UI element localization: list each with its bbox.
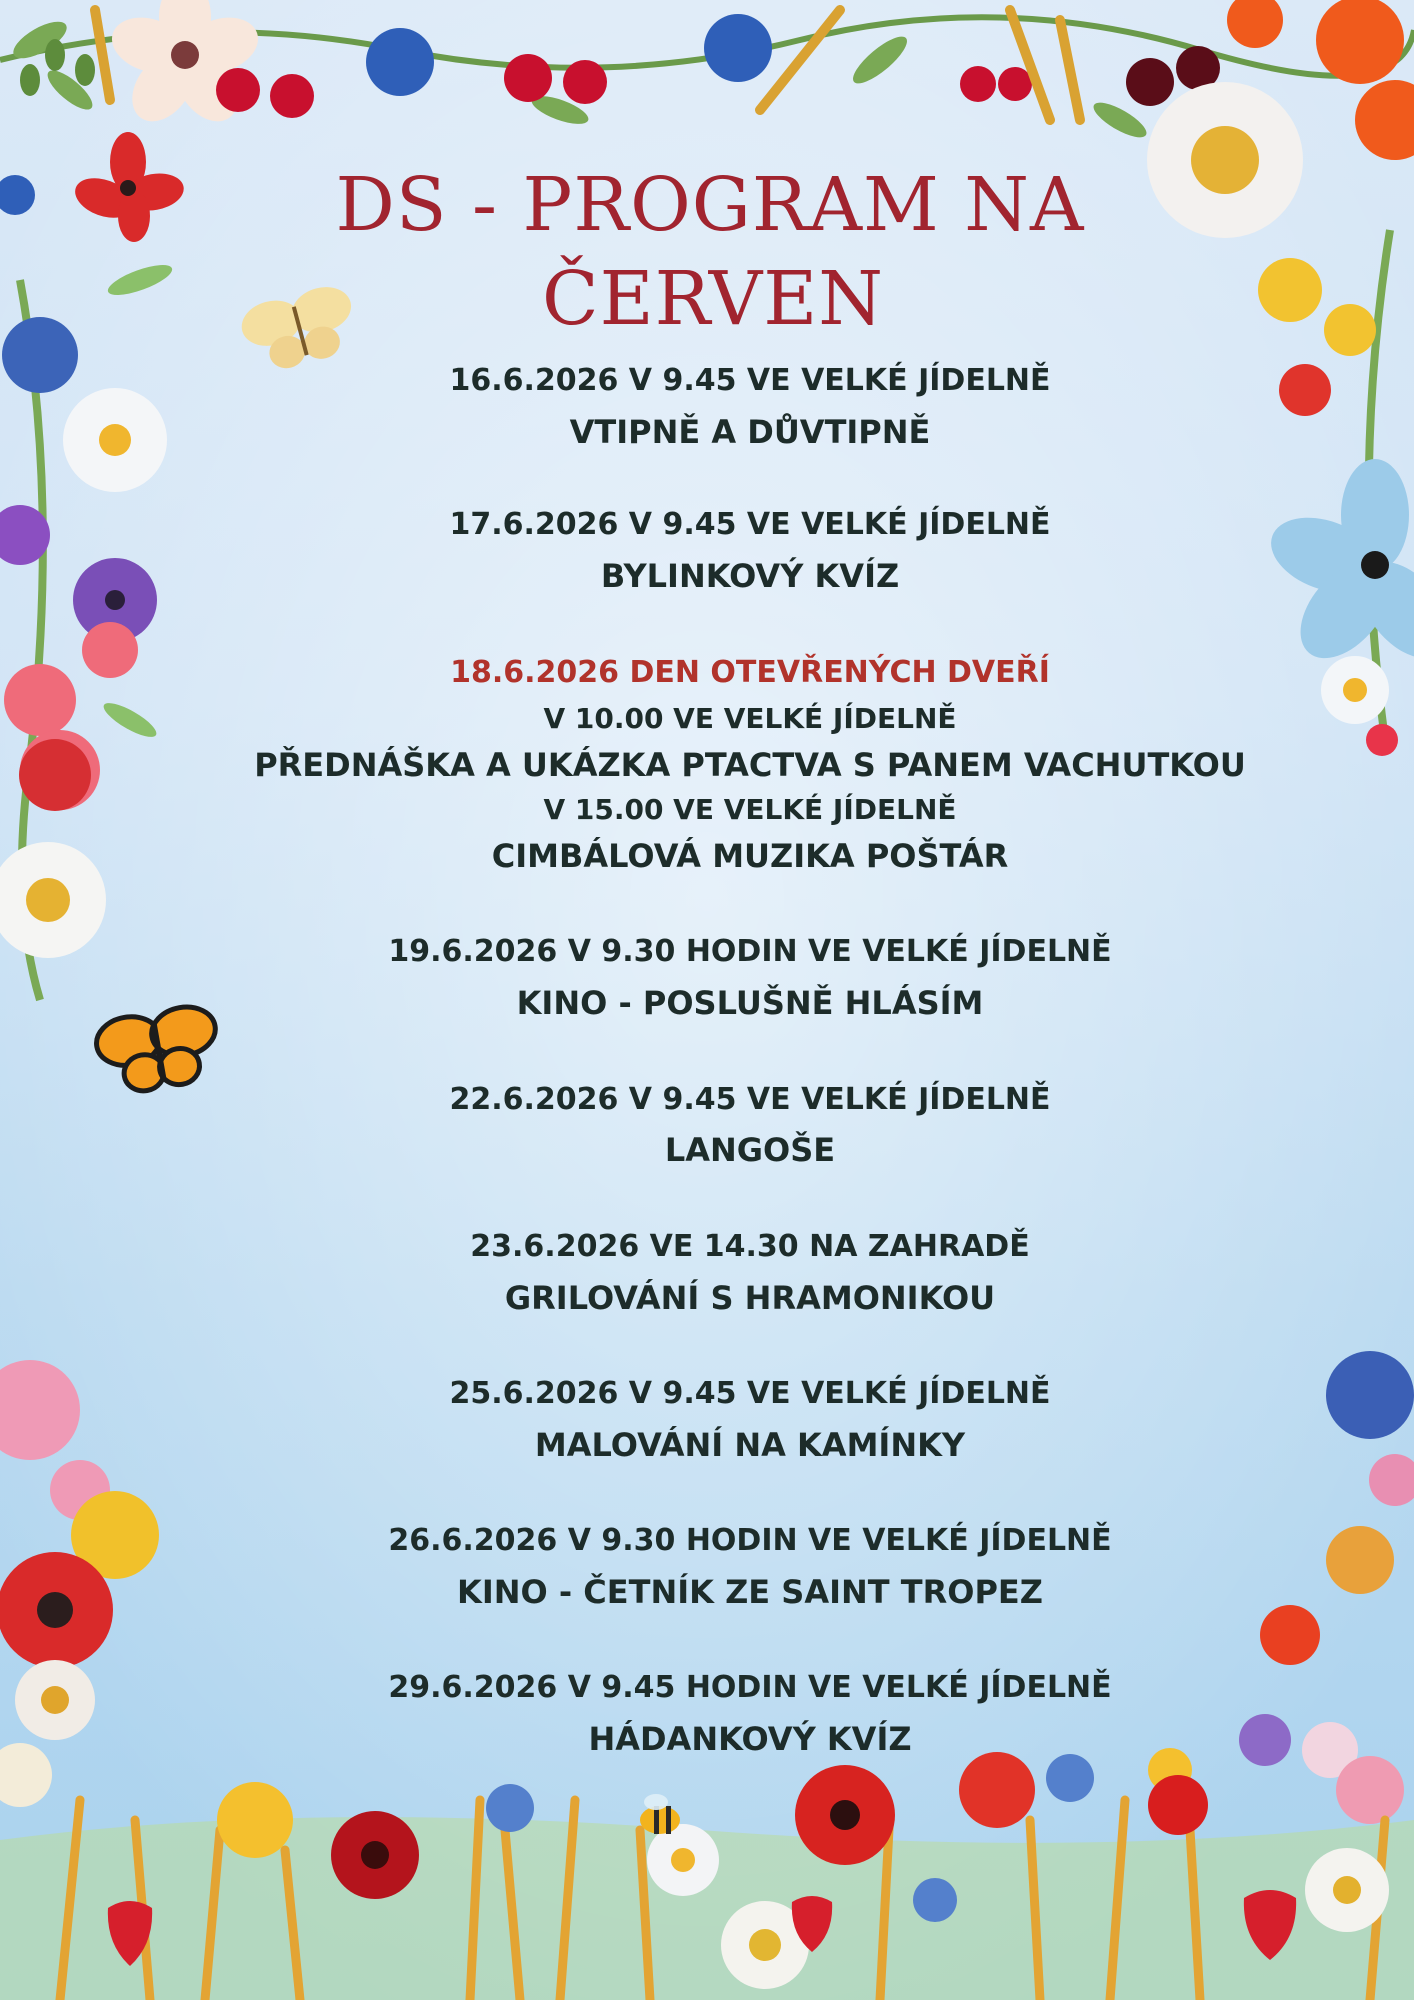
poster-title-line2: ČERVEN (542, 256, 884, 342)
event-16-name: VTIPNĚ A DŮVTIPNĚ (569, 413, 931, 451)
event-23-name: GRILOVÁNÍ S HRAMONIKOU (504, 1279, 996, 1317)
event-19-when: 19.6.2026 V 9.30 HODIN VE VELKÉ JÍDELNĚ (388, 934, 1112, 969)
event-26-name: KINO - ČETNÍK ZE SAINT TROPEZ (457, 1573, 1043, 1611)
event-17-when: 17.6.2026 V 9.45 VE VELKÉ JÍDELNĚ (449, 507, 1051, 542)
event-23-when: 23.6.2026 VE 14.30 NA ZAHRADĚ (470, 1229, 1030, 1264)
event-18-time2: V 15.00 VE VELKÉ JÍDELNĚ (543, 793, 957, 826)
poster-title-line1: DS - PROGRAM NA (335, 162, 1085, 248)
event-29-name: HÁDANKOVÝ KVÍZ (588, 1720, 912, 1758)
event-26-when: 26.6.2026 V 9.30 HODIN VE VELKÉ JÍDELNĚ (388, 1523, 1112, 1558)
event-18-time1: V 10.00 VE VELKÉ JÍDELNĚ (543, 702, 957, 735)
event-17-name: BYLINKOVÝ KVÍZ (600, 557, 900, 595)
event-29-when: 29.6.2026 V 9.45 HODIN VE VELKÉ JÍDELNĚ (388, 1670, 1112, 1705)
event-22-when: 22.6.2026 V 9.45 VE VELKÉ JÍDELNĚ (449, 1082, 1051, 1117)
event-18-when: 18.6.2026 DEN OTEVŘENÝCH DVEŘÍ (450, 655, 1050, 690)
event-25-name: MALOVÁNÍ NA KAMÍNKY (534, 1426, 966, 1464)
event-18-name2: CIMBÁLOVÁ MUZIKA POŠTÁR (491, 837, 1009, 875)
event-22-name: LANGOŠE (664, 1131, 836, 1169)
event-19-name: KINO - POSLUŠNĚ HLÁSÍM (516, 984, 984, 1022)
event-25-when: 25.6.2026 V 9.45 VE VELKÉ JÍDELNĚ (449, 1376, 1051, 1411)
event-18-name1: PŘEDNÁŠKA A UKÁZKA PTACTVA S PANEM VACHUTKOU (254, 746, 1246, 784)
event-16-when: 16.6.2026 V 9.45 VE VELKÉ JÍDELNĚ (449, 363, 1051, 398)
